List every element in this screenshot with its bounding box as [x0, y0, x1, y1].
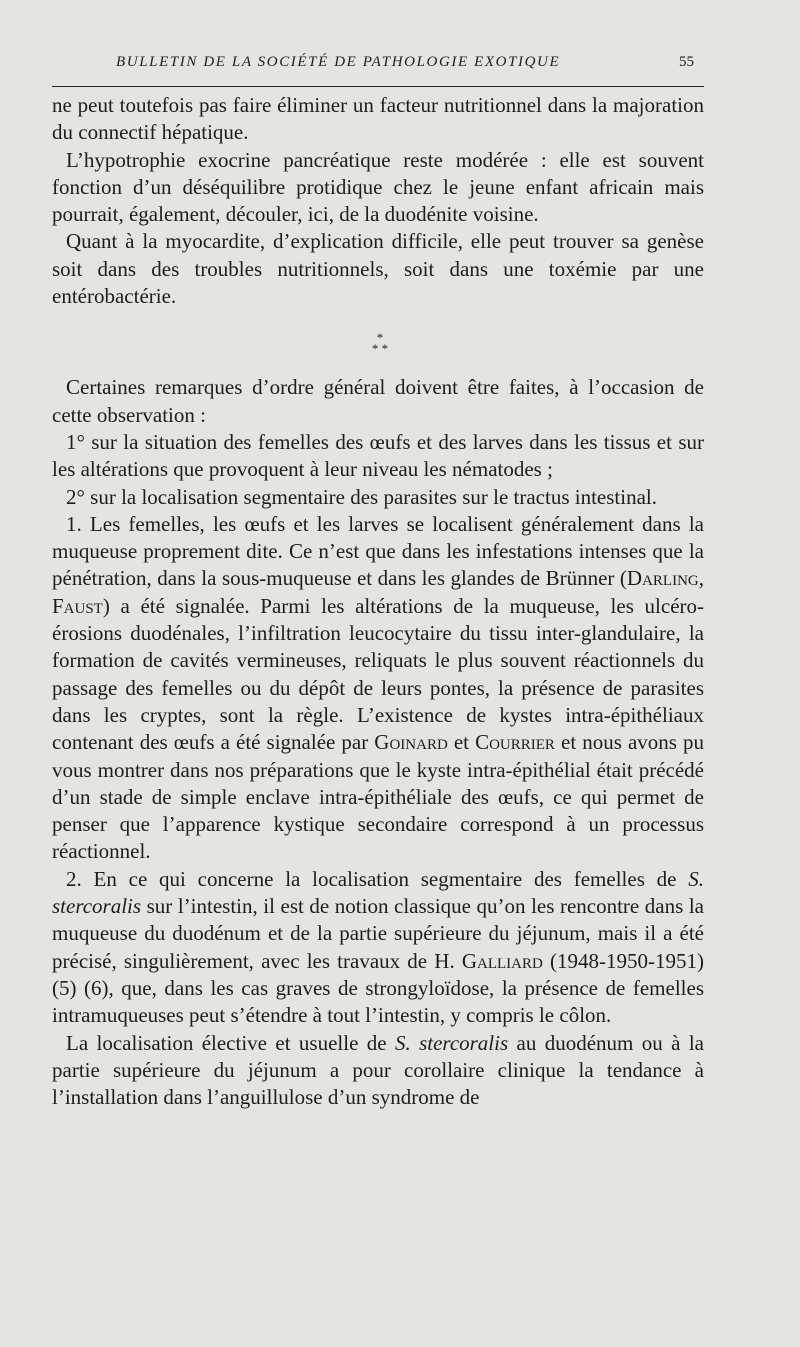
species-name: S. stercoralis [394, 1030, 509, 1055]
asterism-top: * [376, 330, 384, 346]
text-run: 2. En ce qui concerne la localisation segmentaire des femelles de [66, 866, 689, 891]
paragraph: Quant à la myocardite, d’explication difficile, elle peut trouver sa genèse soit dans des troubles nutritionnels, soit dans une toxémie par une entérobactérie. [52, 229, 704, 309]
author-name: Courrier [475, 730, 555, 755]
text-run: La localisation élective et usuelle de [66, 1030, 395, 1055]
paragraph-last [52, 1030, 704, 1112]
text-run: et [447, 730, 476, 755]
paragraph-section-2 [52, 866, 704, 1030]
header-rule [52, 86, 704, 87]
running-head: BULLETIN DE LA SOCIÉTÉ DE PATHOLOGIE EXOTIQUE [116, 54, 561, 70]
text-run: et nous avons pu vous montrer dans nos préparations que le kyste intra-épithélial était précédé d’un stade de simple enclave intra-épithéliale des œufs, ce qui permet de penser que l’apparence kystique secondaire correspond à un processus réactionnel. [52, 730, 704, 864]
section-asterism [52, 330, 704, 357]
text-run: 1. Les femelles, les œufs et les larves se localisent généralement dans la muqueuse proprement dite. Ce n’est que dans les infestations intenses que la pénétration, dans la sous-muqueuse et dans les glandes de Brünner ( [52, 511, 704, 591]
text-run: au duodénum ou à la partie supérieure du jéjunum a pour corollaire clinique la tendance à l’installation dans l’anguillulose d’un syndrome de [52, 1030, 704, 1110]
paragraph: ne peut toutefois pas faire éliminer un facteur nutritionnel dans la majoration du connectif hépatique. [52, 93, 704, 145]
text-run: (1948-1950-1951) (5) (6), que, dans les cas graves de strongyloïdose, la présence de femelles intramuqueuses peut s’étendre à tout l’intestin, y compris le côlon. [52, 948, 704, 1028]
list-item: 1° sur la situation des femelles des œufs et des larves dans les tissus et sur les altérations que provoquent à leur niveau les nématodes ; [52, 429, 704, 482]
page-number: 55 [679, 54, 694, 70]
text-run: ) a été signalée. Parmi les altérations de la muqueuse, les ulcéro-érosions duodénales, l’infiltration leucocytaire du tissu inter-glandulaire, la formation de cavités vermineuses, reliquats le plus souvent réactionnels du passage des femelles ou du dépôt de leurs pontes, la présence de parasites dans les cryptes, sont la règle. L’existence de kystes intra-épithéliaux contenant des œufs a été signalée par [52, 593, 704, 755]
author-name: Faust [52, 593, 103, 618]
asterism-bottom: * * [371, 341, 389, 357]
body-text [52, 92, 704, 1111]
text-run: sur l’intestin, il est de notion classique qu’on les rencontre dans la muqueuse du duodénum et de la partie supérieure du jéjunum, mais il a été précisé, singulièrement, avec les travaux de H. [52, 894, 704, 973]
page-header [52, 54, 704, 84]
paragraph-general-intro: Certaines remarques d’ordre général doivent être faites, à l’occasion de cette observation : [52, 375, 704, 427]
author-name: Galliard [461, 948, 543, 973]
text-run: , [698, 566, 704, 591]
author-name: Darling [626, 566, 699, 591]
paragraph-section-1 [52, 511, 704, 866]
author-name: Goinard [374, 730, 448, 755]
list-item: 2° sur la localisation segmentaire des parasites sur le tractus intestinal. [66, 484, 657, 509]
species-name: S. stercoralis [52, 866, 704, 919]
paragraph: L’hypotrophie exocrine pancréatique reste modérée : elle est souvent fonction d’un déséquilibre protidique chez le jeune enfant africain mais pourrait, également, découler, ici, de la duodénite voisine. [52, 147, 704, 227]
